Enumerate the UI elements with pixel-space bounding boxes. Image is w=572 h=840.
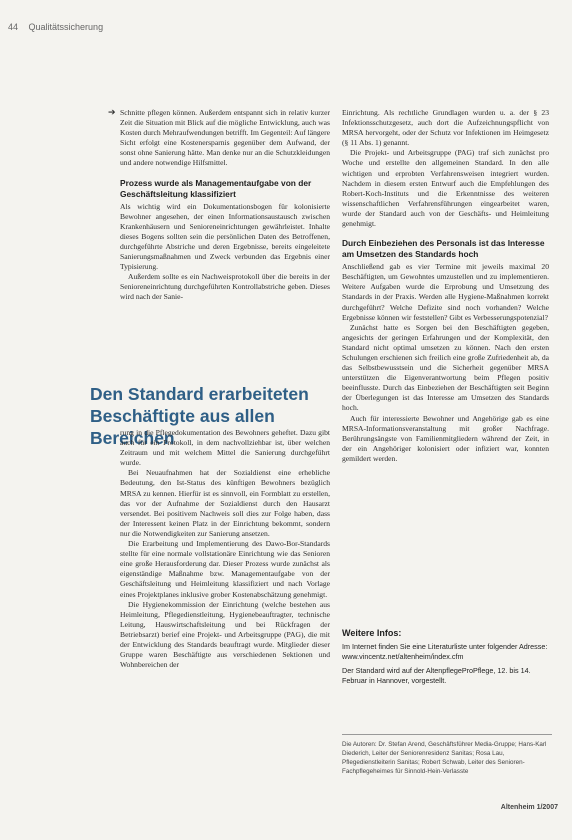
column-left-bottom: [120, 428, 330, 670]
paragraph: Schnitte pflegen können. Außerdem entspannt sich in relativ kurzer Zeit die Situation mit Blick auf die mögliche Entwicklung, auch was Kosten durch Mehraufwendungen betrifft. Im Gegenteil: Auf längere Sicht erfolgt eine Kostenersparnis gegenüber dem Aufwand, der sonst ohne Sanierung hätte. Man denke nur an die Schutzkleidungen und andere notwendige Hilfsmittel.: [120, 108, 330, 168]
info-title: Weitere Infos:: [342, 628, 402, 638]
page-footer: Altenheim 1/2007: [500, 804, 558, 811]
info-note: Der Standard wird auf der AltenpflegeProPflege, 12. bis 14. Februar in Hannover, vorgestellt.: [342, 666, 531, 685]
info-box: [342, 628, 552, 686]
paragraph: Bei Neuaufnahmen hat der Sozialdienst eine erhebliche Bedeutung, den Ist-Status des künftigen Bewohners bezüglich MRSA zu kennen. Hierfür ist es sinnvoll, ein Formblatt zu erstellen, das vor der Aufnahme der Sozialdienst durch den Hausarzt versendet. Bei positivem Nachweis soll dies zur Folge haben, dass der Interessent keinen Platz in der Einrichtung bekommt, sondern nur die Notwendigkeiten zur Sanierung ansetzen.: [120, 468, 330, 538]
section-title: Qualitätssicherung: [28, 22, 104, 32]
paragraph: Einrichtung. Als rechtliche Grundlagen wurden u. a. der § 23 Infektionsschutzgesetz, auch dort die Aufzeichnungspflicht von MRSA hervorgeht, oder der Schutz vor Infektionen im Heimgesetz (§ 11 Abs. 1) genannt.: [342, 108, 549, 148]
page-number: 44: [8, 22, 19, 32]
info-link[interactable]: www.vincentz.net/altenheim/index.cfm: [342, 652, 464, 661]
info-text: Im Internet finden Sie eine Literaturliste unter folgender Adresse:: [342, 642, 548, 651]
column-left-top: [120, 108, 330, 303]
paragraph: Die Projekt- und Arbeitsgruppe (PAG) traf sich zunächst pro Woche und erstellte den allgemeinen Standard. In den alle wichtigen und erprobten Verfahrensweisen integriert wurden. Nachdem in diesem ersten Entwurf auch die Empfehlungen des Robert-Koch-Instituts und die Erkenntnisse des weiteren wissenschaftlichen Verfahrensführungen eingearbeitet waren, wurde der Standard auch von der Geschäfts- und Heimleitung genehmigt.: [342, 148, 549, 229]
paragraph: Zunächst hatte es Sorgen bei den Beschäftigten gegeben, angesichts der geringen Erfahrungen und der Komplexität, den Standard nicht optimal umsetzen zu können. Nach den ersten Schulungen erschienen sich freilich eine große Zufriedenheit ab, da das Selbstbewusstsein und die Sicherheit gegenüber MRSA unterstützen die Eigenverantwortung beim Pflegen positiv beeinflusste. Durch das Einbeziehen der Beschäftigten seit Beginn der Überlegungen ist das Interesse am Umsetzen des Standards hoch.: [342, 322, 549, 413]
column-right: [342, 108, 549, 464]
arrow-right-icon: ➔: [108, 108, 116, 118]
paragraph: Als wichtig wird ein Dokumentationsbogen für kolonisierte Bewohner angesehen, der einen Informationsaustausch zwischen Krankenhäusern und Senioreneinrichtungen gewährleistet. Inhalte dieses Bogens sollten sein die persönlichen Daten des Betroffenen, durchgeführte Abstriche und deren Ergebnisse, bereits eingeleitete Sanierungsmaßnahmen und Zweck verbunden das Ergebnis einer Typisierung.: [120, 201, 330, 272]
paragraph: Auch für interessierte Bewohner und Angehörige gab es eine MRSA-Informationsveranstaltung mit großer Nachfrage. Berührungsängste von Familienmitgliedern während der Zeit, in der ein Angehöriger kolonisiert oder infiziert war, konnten gemildert werden.: [342, 413, 549, 463]
paragraph: Die Hygienekommission der Einrichtung (welche bestehen aus Heimleitung, Pflegedienstleitung, Hygienebeauftragter, technische Leitung, Hauswirtschaftsleitung und bei Rückfragen der Betriebsarzt) berief eine Projekt- und Arbeitsgruppe (PAG), die mit der Entwicklung des Standards beauftragt wurde. Mitglieder dieser Gruppe waren Beschäftigte aus verschiedenen Sektionen und Wohnbereichen der: [120, 599, 330, 670]
subheading: Durch Einbeziehen des Personals ist das Interesse am Umsetzen des Standards hoch: [342, 238, 545, 260]
paragraph: rung in die Pflegedokumentation des Bewohners geheftet. Dazu gibt auch für ein Protokoll, in dem nachvollziehbar ist, über welchen Zeitraum und mit welchem Mittel die Sanierung durchgeführt wurde.: [120, 428, 330, 468]
article-headline: Den Standard erarbeiteten Beschäftigte aus allen Bereichen: [90, 384, 309, 448]
paragraph: Die Erarbeitung und Implementierung des Dawo-Bor-Standards stellte für eine normale vollstationäre Einrichtung wie das Senioren eine große Herausforderung dar. Dieser Prozess wurde zunächst als eigenständige Maßnahme bzw. Managementaufgabe von der Geschäftsleitung und Heimleitung klassifiziert und nach Vorlage eines Projektplanes inklusive grober Kostenabschätzung genehmigt.: [120, 539, 330, 599]
paragraph: Anschließend gab es vier Termine mit jeweils maximal 20 Beschäftigten, um Gewohntes umzustellen und zu implementieren. Weitere Aufgaben wurde die Erprobung und Umsetzung des Standards in der Praxis. Werden alle Hygiene-Maßnahmen korrekt durchgeführt? Welche Defizite sind noch vorhanden? Welche Ergebnisse können wir feststellen? Gibt es Verbesserungspotenzial?: [342, 262, 549, 322]
divider: [342, 734, 552, 735]
page-header: [8, 22, 103, 32]
paragraph: Außerdem sollte es ein Nachweisprotokoll über die bereits in der Senioreneinrichtung durchgeführten Kontrollabstriche geben. Dieses wird nach der Sanie-: [120, 272, 330, 302]
authors-note: Die Autoren: Dr. Stefan Arend, Geschäftsführer Media-Gruppe; Hans-Karl Diederich, Leiter der Seniorenresidenz Sanitas; Rosa Lau, Pflegedienstleiterin Sanitas; Robert Schwab, Leiter des Senioren-Fachpflegeheimes für Sinnold-Hein-Verlasste: [342, 741, 547, 775]
subheading: Prozess wurde als Managementaufgabe von der Geschäftsleitung klassifiziert: [120, 177, 312, 199]
